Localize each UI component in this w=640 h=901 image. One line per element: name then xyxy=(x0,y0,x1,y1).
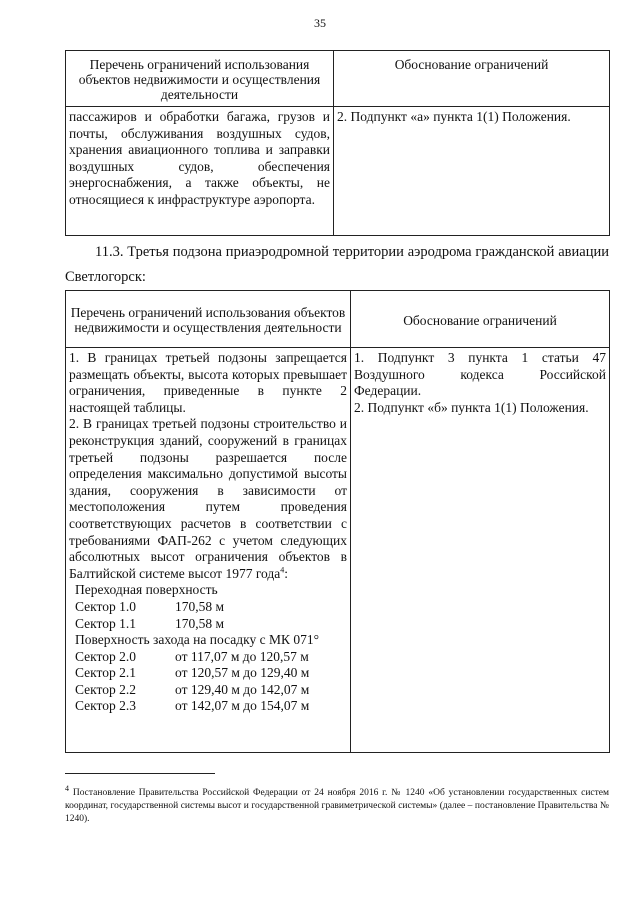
restrictions-table-continued xyxy=(65,50,610,236)
justification-text: 2. Подпункт «а» пункта 1(1) Положения. xyxy=(334,107,610,236)
footnote xyxy=(65,783,609,826)
restriction-item-2: 2. В границах третьей подзоны строительство и реконструкция зданий, сооружений в границах третьей подзоны разрешается после определения максимально допустимой высоты здания, сооружения в зависимости от местоположения путем проведения соответствующих расчетов в соответствии с требованиями ФАП-262 с учетом следующих абсолютных высот ограничения объектов в Балтийской системе высот 1977 года$^4$: xyxy=(69,416,347,581)
sector-row: Сектор 2.1 от 120,57 м до 129,40 м xyxy=(75,665,310,681)
justification-cell xyxy=(351,348,610,753)
table-row xyxy=(66,348,610,753)
approach-surface-title: Поверхность захода на посадку с МК 071° xyxy=(75,632,319,648)
sector-row: Сектор 2.0 от 117,07 м до 120,57 м xyxy=(75,648,309,664)
restriction-cell xyxy=(66,348,351,753)
footnote-mark: 4 xyxy=(65,783,69,793)
header-restrictions-list: Перечень ограничений использования объектов недвижимости и осуществления деятельности xyxy=(66,291,351,348)
transition-surface-title: Переходная поверхность xyxy=(75,582,218,598)
footnote-reference[interactable]: 4 xyxy=(280,565,285,575)
sector-row: Сектор 1.1 170,58 м xyxy=(75,615,225,631)
sector-row: Сектор 1.0 170,58 м xyxy=(75,598,225,614)
restriction-text: пассажиров и обработки багажа, грузов и почты, обслуживания воздушных судов, хранения авиационного топлива и заправки воздушных судов, обеспечения энергоснабжения, а также объекты, не относящиеся к инфраструктуре аэропорта. xyxy=(66,107,334,236)
section-heading: 11.3. Третья подзона приаэродромной территории аэродрома гражданской авиации Светлогорск: xyxy=(65,244,609,285)
page-number: 35 xyxy=(314,16,326,30)
justification-item-1: 1. Подпункт 3 пункта 1 статьи 47 Воздушного кодекса Российской Федерации. xyxy=(354,350,606,399)
sector-row: Сектор 2.2 от 129,40 м до 142,07 м xyxy=(75,681,310,697)
restriction-item-1: 1. В границах третьей подзоны запрещается размещать объекты, высота которых превышает ограничения, приведенные в пункте 2 настоящей таблицы. xyxy=(69,350,347,415)
footnote-separator xyxy=(65,773,215,774)
justification-item-2: 2. Подпункт «б» пункта 1(1) Положения. xyxy=(354,399,589,415)
header-restrictions-list: Перечень ограничений использования объектов недвижимости и осуществления деятельности xyxy=(66,51,334,107)
footnote-text: Постановление Правительства Российской Федерации от 24 ноября 2016 г. № 1240 «Об установлении государственных систем координат, государственной системы высот и государственной гравиметрической системы» (далее – постановление Правительства № 1240). xyxy=(65,788,609,824)
header-justification: Обоснование ограничений xyxy=(351,291,610,348)
restrictions-table-third-subzone xyxy=(65,290,610,753)
table-header-row xyxy=(66,51,610,107)
header-justification: Обоснование ограничений xyxy=(334,51,610,107)
table-header-row xyxy=(66,291,610,348)
table-row xyxy=(66,107,610,236)
sector-row: Сектор 2.3 от 142,07 м до 154,07 м xyxy=(75,698,310,714)
